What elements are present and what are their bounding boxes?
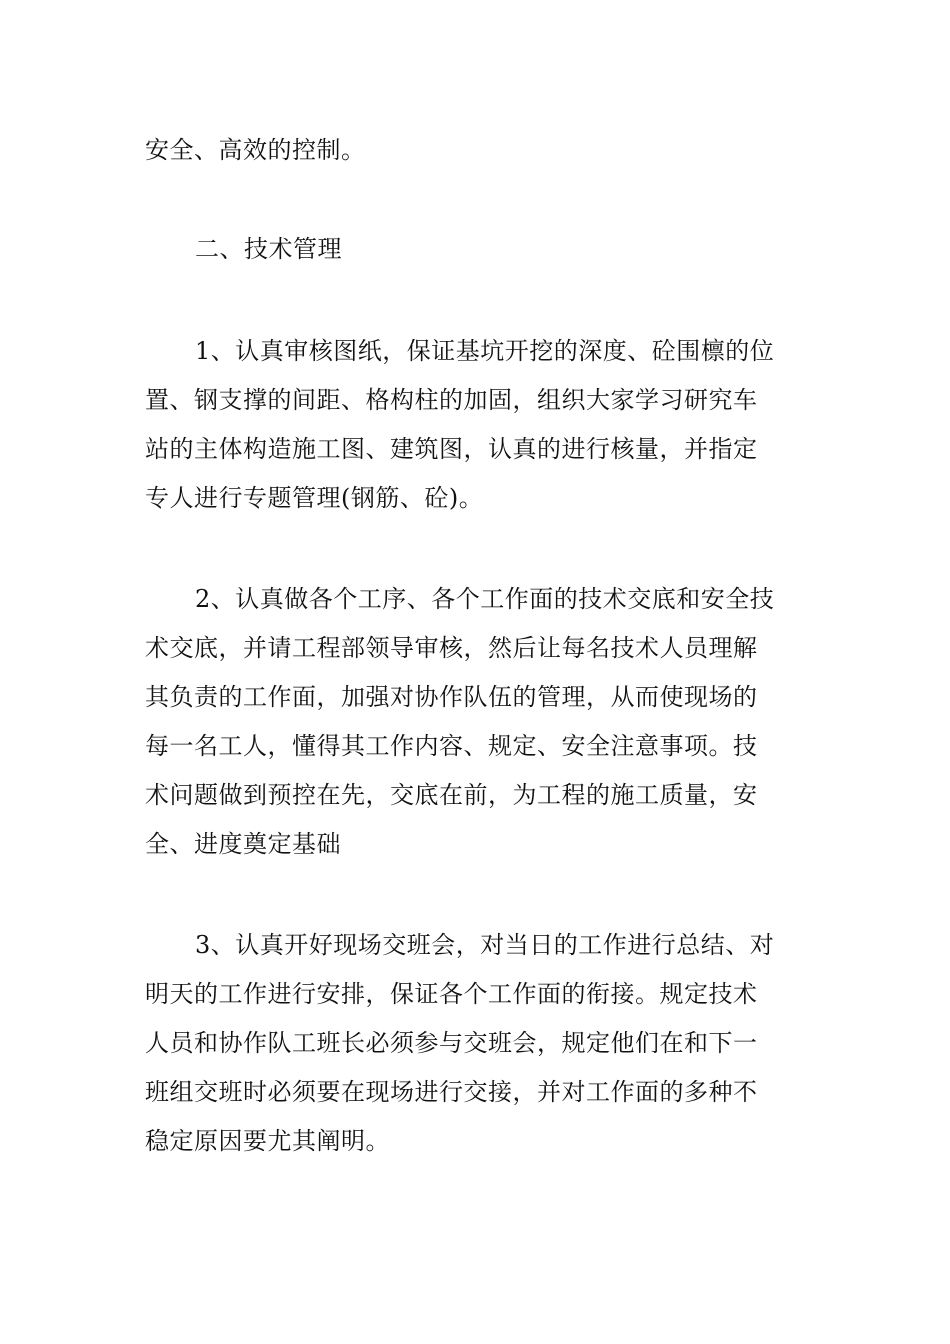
text-line: 3、认真开好现场交班会，对当日的工作进行总结、对 bbox=[195, 931, 775, 959]
paragraph-item-3 bbox=[145, 921, 810, 1166]
paragraph-item-1 bbox=[145, 327, 810, 523]
section-heading bbox=[145, 225, 810, 274]
text-line: 安全、高效的控制。 bbox=[145, 136, 366, 164]
text-line: 其负责的工作面，加强对协作队伍的管理，从而使现场的 bbox=[145, 683, 758, 711]
paragraph-item-2 bbox=[145, 575, 810, 869]
text-line: 置、钢支撑的间距、格构柱的加固，组织大家学习研究车 bbox=[145, 386, 758, 414]
heading-text: 二、技术管理 bbox=[195, 235, 342, 263]
text-line: 每一名工人，懂得其工作内容、规定、安全注意事项。技 bbox=[145, 732, 758, 760]
text-line: 明天的工作进行安排，保证各个工作面的衔接。规定技术 bbox=[145, 980, 758, 1008]
text-line: 人员和协作队工班长必须参与交班会，规定他们在和下一 bbox=[145, 1029, 758, 1057]
paragraph-continuation bbox=[145, 126, 810, 175]
text-line: 术问题做到预控在先，交底在前，为工程的施工质量，安 bbox=[145, 781, 758, 809]
text-line: 1、认真审核图纸，保证基坑开挖的深度、砼围檩的位 bbox=[195, 337, 775, 365]
text-line: 站的主体构造施工图、建筑图，认真的进行核量，并指定 bbox=[145, 435, 758, 463]
text-line: 稳定原因要尤其阐明。 bbox=[145, 1127, 390, 1155]
text-line: 2、认真做各个工序、各个工作面的技术交底和安全技 bbox=[195, 585, 775, 613]
text-line: 专人进行专题管理(钢筋、砼)。 bbox=[145, 484, 484, 512]
text-line: 全、进度奠定基础 bbox=[145, 830, 341, 858]
text-line: 班组交班时必须要在现场进行交接，并对工作面的多种不 bbox=[145, 1078, 758, 1106]
text-line: 术交底，并请工程部领导审核，然后让每名技术人员理解 bbox=[145, 634, 758, 662]
